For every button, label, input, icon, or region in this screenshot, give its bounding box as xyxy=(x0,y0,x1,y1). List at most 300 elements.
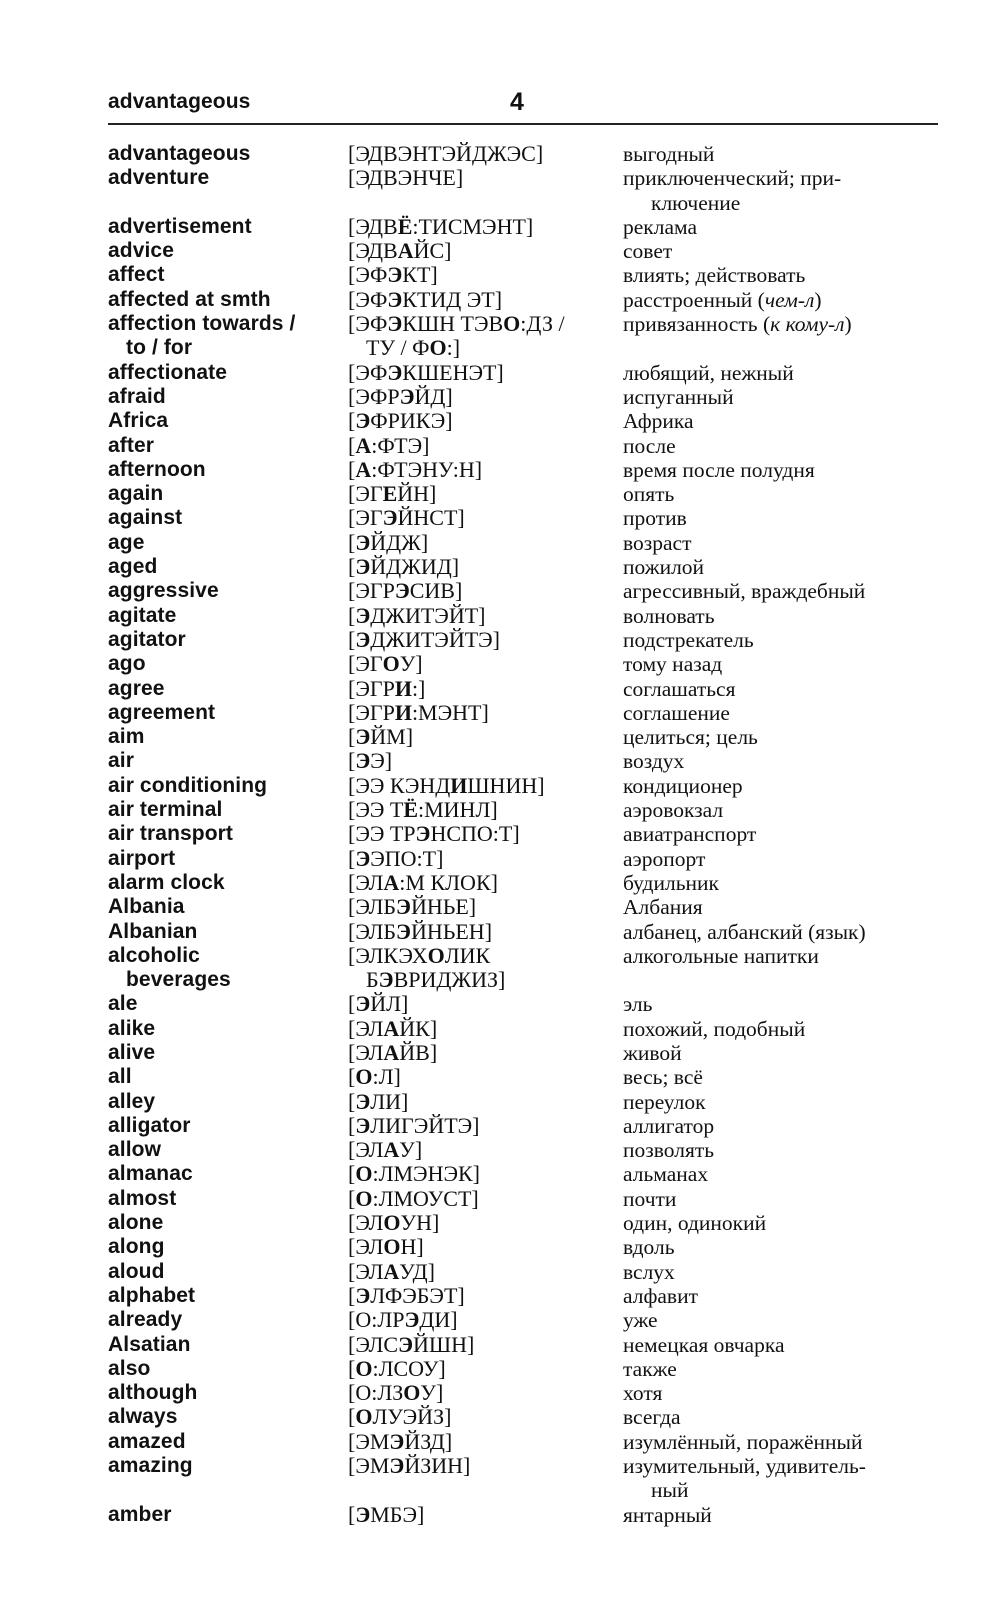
headword-line: alligator xyxy=(108,1113,191,1137)
text-segment: ВРИДЖИЗ] xyxy=(393,967,506,993)
text-segment: КШЕНЭТ] xyxy=(402,359,504,385)
text-segment: ЙС] xyxy=(413,238,452,264)
translation xyxy=(623,895,938,919)
headword-line: although xyxy=(108,1381,198,1405)
dictionary-entry xyxy=(108,1308,938,1332)
transcription xyxy=(348,215,623,239)
translation-line xyxy=(623,215,938,239)
headword xyxy=(108,1357,348,1381)
headword xyxy=(108,725,348,749)
transcription-line xyxy=(348,895,623,919)
headword xyxy=(108,604,348,628)
text-segment: ЙДЖИД] xyxy=(370,554,460,580)
translation xyxy=(623,312,938,361)
dictionary-entry xyxy=(108,263,938,287)
headword-line: affect xyxy=(108,263,165,287)
transcription xyxy=(348,1357,623,1381)
text-segment: У] xyxy=(399,651,423,677)
headword xyxy=(108,1308,348,1332)
headword xyxy=(108,944,348,993)
transcription-line xyxy=(348,1114,623,1138)
text-segment: аэропорт xyxy=(623,846,706,871)
headword-line: aim xyxy=(108,725,145,749)
translation-line xyxy=(623,1017,938,1041)
headword xyxy=(108,1333,348,1357)
text-segment: испуганный xyxy=(623,384,734,409)
text-segment: ЛИК xyxy=(444,942,491,968)
headword xyxy=(108,822,348,846)
headword xyxy=(108,312,348,361)
transcription-line xyxy=(348,1284,623,1308)
translation xyxy=(623,1430,938,1454)
transcription-line xyxy=(348,385,623,409)
text-segment: [ЭГР xyxy=(348,675,395,701)
transcription xyxy=(348,944,623,993)
translation-line xyxy=(623,1162,938,1186)
stressed-vowel: А xyxy=(383,869,400,895)
dictionary-entry xyxy=(108,506,938,530)
transcription xyxy=(348,920,623,944)
translation-line xyxy=(623,1065,938,1089)
headword xyxy=(108,215,348,239)
translation-line xyxy=(623,361,938,385)
dictionary-entry xyxy=(108,409,938,433)
dictionary-entry xyxy=(108,1162,938,1186)
dictionary-entry xyxy=(108,482,938,506)
text-segment: [ xyxy=(348,1161,356,1187)
text-segment: ЙК] xyxy=(399,1015,438,1041)
headword-line: alcoholic xyxy=(108,943,200,967)
headword xyxy=(108,677,348,701)
dictionary-entry xyxy=(108,1211,938,1235)
text-segment: :М КЛОК] xyxy=(399,869,498,895)
transcription-line xyxy=(348,1090,623,1114)
translation-line xyxy=(623,1357,938,1381)
translation xyxy=(623,1333,938,1357)
stressed-vowel: Э xyxy=(355,845,371,871)
text-segment: :ДЗ / xyxy=(520,311,565,337)
translation xyxy=(623,458,938,482)
stressed-vowel: Э xyxy=(394,578,410,604)
transcription-line xyxy=(348,239,623,263)
text-segment: агрессивный, враждебный xyxy=(623,579,866,604)
text-segment: :] xyxy=(411,675,426,701)
text-segment: [ЭЭ ТР xyxy=(348,821,416,847)
stressed-vowel: О xyxy=(355,1355,373,1381)
text-segment: [ЭГ xyxy=(348,481,383,507)
headword xyxy=(108,774,348,798)
headword-line: amazed xyxy=(108,1429,186,1453)
translation-line xyxy=(623,1308,938,1332)
text-segment: уже xyxy=(623,1308,658,1333)
dictionary-entry xyxy=(108,531,938,555)
text-segment: алкогольные напитки xyxy=(623,943,819,968)
translation xyxy=(623,677,938,701)
stressed-vowel: Э xyxy=(355,602,371,628)
text-segment: похожий, подобный xyxy=(623,1016,806,1041)
dictionary-entry xyxy=(108,166,938,215)
dictionary-entry xyxy=(108,871,938,895)
headword xyxy=(108,1114,348,1138)
stressed-vowel: Э xyxy=(355,626,371,652)
dictionary-entry xyxy=(108,749,938,773)
transcription xyxy=(348,1503,623,1527)
transcription xyxy=(348,142,623,166)
dictionary-entry xyxy=(108,579,938,603)
text-segment: [ xyxy=(348,529,356,555)
translation xyxy=(623,774,938,798)
transcription-line xyxy=(348,749,623,773)
headword xyxy=(108,166,348,215)
text-segment: алфавит xyxy=(623,1283,698,1308)
headword-line: aloud xyxy=(108,1259,165,1283)
text-segment: ЙЗД] xyxy=(404,1428,453,1454)
text-segment: [ xyxy=(348,456,356,482)
text-segment: ) xyxy=(844,312,852,337)
dictionary-entry xyxy=(108,920,938,944)
headword-line: agreement xyxy=(108,700,216,724)
translation-line xyxy=(623,1041,938,1065)
text-segment: ) xyxy=(814,287,822,312)
text-segment: [ЭЛ xyxy=(348,1210,384,1236)
transcription-line xyxy=(348,579,623,603)
text-segment: [ xyxy=(348,991,356,1017)
text-segment: [ xyxy=(348,626,356,652)
transcription xyxy=(348,1235,623,1259)
stressed-vowel: Э xyxy=(396,918,411,944)
translation xyxy=(623,263,938,287)
translation xyxy=(623,725,938,749)
translation-line xyxy=(623,992,938,1016)
dictionary-entry xyxy=(108,701,938,725)
headword-line: Alsatian xyxy=(108,1332,191,1356)
text-segment: :МИНЛ] xyxy=(418,797,498,823)
headword xyxy=(108,1211,348,1235)
translation-line xyxy=(623,239,938,263)
text-segment: ключение xyxy=(651,190,741,215)
text-segment: Б xyxy=(366,967,379,993)
headword-line: along xyxy=(108,1235,165,1259)
transcription-line xyxy=(348,288,623,312)
text-segment: вдоль xyxy=(623,1235,675,1260)
text-segment: [ xyxy=(348,724,356,750)
translation-line xyxy=(623,1333,938,1357)
text-segment: приключенческий; при- xyxy=(623,166,842,191)
headword-line: air conditioning xyxy=(108,773,268,797)
translation xyxy=(623,555,938,579)
headword xyxy=(108,701,348,725)
transcription xyxy=(348,1065,623,1089)
headword-line: afraid xyxy=(108,384,166,408)
text-segment: [ЭДВ xyxy=(348,238,398,264)
headword xyxy=(108,798,348,822)
transcription xyxy=(348,579,623,603)
transcription-line xyxy=(348,677,623,701)
text-segment: аэровокзал xyxy=(623,798,724,823)
stressed-vowel: Э xyxy=(355,529,371,555)
text-segment: переулок xyxy=(623,1089,706,1114)
text-segment: [ xyxy=(348,602,356,628)
text-segment: эль xyxy=(623,992,653,1017)
transcription xyxy=(348,263,623,287)
headword-line: aged xyxy=(108,555,158,579)
translation-line xyxy=(623,1260,938,1284)
headword-line: also xyxy=(108,1356,151,1380)
dictionary-entry xyxy=(108,385,938,409)
headword-line: agitate xyxy=(108,603,177,627)
transcription xyxy=(348,506,623,530)
dictionary-entry xyxy=(108,288,938,312)
stressed-vowel: Ё xyxy=(403,797,418,823)
transcription xyxy=(348,1405,623,1429)
text-segment: возраст xyxy=(623,530,692,555)
headword-line: agree xyxy=(108,676,165,700)
transcription-line xyxy=(348,458,623,482)
dictionary-entry xyxy=(108,604,938,628)
stressed-vowel: Э xyxy=(355,408,371,434)
text-segment: после xyxy=(623,433,676,458)
translation xyxy=(623,506,938,530)
transcription xyxy=(348,749,623,773)
text-segment: ЙЛ] xyxy=(370,991,409,1017)
text-segment: [ЭДВЭНТЭЙДЖЭС] xyxy=(348,141,544,166)
headword xyxy=(108,749,348,773)
text-segment: [ЭЛ xyxy=(348,1258,384,1284)
headword-line: air terminal xyxy=(108,798,223,822)
text-segment: ЭПО:Т] xyxy=(370,845,444,871)
translation xyxy=(623,1381,938,1405)
dictionary-entry xyxy=(108,628,938,652)
text-segment: опять xyxy=(623,482,675,507)
text-segment: Э] xyxy=(370,748,393,774)
text-segment: подстрекатель xyxy=(623,627,754,652)
text-segment: [ЭГР xyxy=(348,699,395,725)
headword-line: affectionate xyxy=(108,360,228,384)
text-segment: ный xyxy=(651,1478,689,1503)
text-segment: ДИ] xyxy=(419,1307,458,1333)
transcription-line xyxy=(348,1187,623,1211)
transcription xyxy=(348,434,623,458)
dictionary-page xyxy=(108,88,938,1527)
transcription xyxy=(348,312,623,361)
text-segment: любящий, нежный xyxy=(623,360,794,385)
text-segment: немецкая овчарка xyxy=(623,1332,785,1357)
text-segment: соглашение xyxy=(623,700,730,725)
text-segment: альманах xyxy=(623,1162,709,1187)
transcription-line xyxy=(348,482,623,506)
headword xyxy=(108,579,348,603)
transcription xyxy=(348,288,623,312)
headword xyxy=(108,1284,348,1308)
transcription-line xyxy=(348,506,623,530)
translation-line xyxy=(623,944,938,968)
header-rule xyxy=(108,123,938,125)
headword xyxy=(108,1405,348,1429)
transcription xyxy=(348,1090,623,1114)
translation xyxy=(623,1308,938,1332)
headword-line: alphabet xyxy=(108,1283,196,1307)
translation-line xyxy=(623,434,938,458)
headword xyxy=(108,458,348,482)
text-segment: [ЭЛБ xyxy=(348,918,397,944)
text-segment: У] xyxy=(420,1380,444,1406)
text-segment: ЛУЭЙЗ] xyxy=(372,1404,452,1430)
transcription-line xyxy=(348,1357,623,1381)
text-segment: :] xyxy=(446,335,461,361)
transcription xyxy=(348,1260,623,1284)
text-segment: ЙЗИН] xyxy=(404,1453,471,1479)
translation xyxy=(623,1065,938,1089)
translation xyxy=(623,1260,938,1284)
stressed-vowel: Э xyxy=(396,894,411,920)
text-segment: [ЭДВ xyxy=(348,213,398,239)
text-segment: авиатранспорт xyxy=(623,822,757,847)
transcription xyxy=(348,1333,623,1357)
dictionary-entry xyxy=(108,774,938,798)
text-segment: ЙМ] xyxy=(370,724,414,750)
translation xyxy=(623,1138,938,1162)
dictionary-entry xyxy=(108,215,938,239)
headword-line: Albanian xyxy=(108,919,198,943)
text-segment: совет xyxy=(623,239,673,264)
text-segment: ЛФЭБЭТ] xyxy=(370,1282,465,1308)
headword-line: age xyxy=(108,530,145,554)
stressed-vowel: О xyxy=(355,1404,373,1430)
text-segment: КТ] xyxy=(402,262,438,288)
headword xyxy=(108,1017,348,1041)
text-segment: янтарный xyxy=(623,1502,712,1527)
stressed-vowel: Э xyxy=(355,1282,371,1308)
stressed-vowel: А xyxy=(355,456,372,482)
dictionary-entry xyxy=(108,652,938,676)
stressed-vowel: Э xyxy=(415,821,431,847)
headword-line: after xyxy=(108,433,155,457)
stressed-vowel: О xyxy=(355,1161,373,1187)
dictionary-entry xyxy=(108,312,938,361)
translation xyxy=(623,142,938,166)
transcription-line xyxy=(348,409,623,433)
translation xyxy=(623,579,938,603)
text-segment: :ЛМЭНЭК] xyxy=(372,1161,480,1187)
text-segment: [ xyxy=(348,1282,356,1308)
transcription xyxy=(348,652,623,676)
headword-line: advantageous xyxy=(108,142,251,165)
transcription-line xyxy=(348,847,623,871)
stressed-vowel: Э xyxy=(355,1501,371,1527)
translation-line xyxy=(623,774,938,798)
translation xyxy=(623,1454,938,1503)
text-segment: ДЖИТЭЙТЭ] xyxy=(370,626,500,652)
dictionary-entry xyxy=(108,434,938,458)
text-segment: НСПО:Т] xyxy=(430,821,520,847)
text-segment: против xyxy=(623,506,687,531)
translation xyxy=(623,1162,938,1186)
text-segment: также xyxy=(623,1356,677,1381)
text-segment: ЙВ] xyxy=(399,1039,438,1065)
text-segment: [ xyxy=(348,432,356,458)
transcription xyxy=(348,458,623,482)
transcription-line xyxy=(348,1430,623,1454)
transcription xyxy=(348,482,623,506)
headword-line: alarm clock xyxy=(108,870,225,894)
text-segment: ЙД] xyxy=(414,383,453,409)
translation xyxy=(623,1017,938,1041)
stressed-vowel: Э xyxy=(387,311,403,337)
text-segment: почти xyxy=(623,1186,677,1211)
text-segment: СИВ] xyxy=(409,578,463,604)
headword xyxy=(108,992,348,1016)
text-segment: [ xyxy=(348,748,356,774)
stressed-vowel: Э xyxy=(387,286,403,312)
transcription xyxy=(348,385,623,409)
headword-line: against xyxy=(108,506,183,530)
text-segment: [ xyxy=(348,1088,356,1114)
text-segment: соглашаться xyxy=(623,676,736,701)
translation-line xyxy=(623,604,938,628)
text-segment: выгодный xyxy=(623,142,715,166)
transcription-line xyxy=(348,1065,623,1089)
text-segment: :ЛСОУ] xyxy=(372,1355,446,1381)
translation xyxy=(623,798,938,822)
headword-line: ago xyxy=(108,652,146,676)
text-segment: ЙН] xyxy=(397,481,437,507)
transcription xyxy=(348,1162,623,1186)
translation-line xyxy=(623,725,938,749)
dictionary-entry xyxy=(108,677,938,701)
translation xyxy=(623,1405,938,1429)
headword-line: already xyxy=(108,1308,183,1332)
transcription-line xyxy=(348,1211,623,1235)
stressed-vowel: О xyxy=(383,1234,401,1260)
headword xyxy=(108,288,348,312)
translation-line xyxy=(623,288,938,312)
translation-line xyxy=(623,1503,938,1527)
transcription-line xyxy=(348,604,623,628)
translation-line xyxy=(623,628,938,652)
translation xyxy=(623,1114,938,1138)
text-segment: Африка xyxy=(623,409,694,434)
translation-line xyxy=(623,531,938,555)
text-segment: [ЭЛ xyxy=(348,1234,384,1260)
translation xyxy=(623,652,938,676)
stressed-vowel: О xyxy=(429,335,447,361)
translation xyxy=(623,1211,938,1235)
transcription xyxy=(348,531,623,555)
transcription-line xyxy=(348,263,623,287)
dictionary-entry xyxy=(108,555,938,579)
dictionary-entry xyxy=(108,847,938,871)
text-segment: [ЭФР xyxy=(348,383,400,409)
transcription xyxy=(348,555,623,579)
transcription-line xyxy=(348,1503,623,1527)
translation-line xyxy=(623,1138,938,1162)
headword xyxy=(108,1430,348,1454)
transcription-line xyxy=(348,1260,623,1284)
transcription-line xyxy=(348,968,623,992)
transcription-line xyxy=(348,798,623,822)
headword-line: alley xyxy=(108,1089,156,1113)
text-segment: [ЭЛ xyxy=(348,1015,384,1041)
translation xyxy=(623,992,938,1016)
transcription xyxy=(348,992,623,1016)
transcription-line xyxy=(348,1017,623,1041)
italic-note: к кому-л xyxy=(770,312,845,337)
transcription-line xyxy=(348,1308,623,1332)
transcription xyxy=(348,409,623,433)
text-segment: [ЭФ xyxy=(348,262,388,288)
transcription-line xyxy=(348,944,623,968)
stressed-vowel: О xyxy=(383,1210,401,1236)
